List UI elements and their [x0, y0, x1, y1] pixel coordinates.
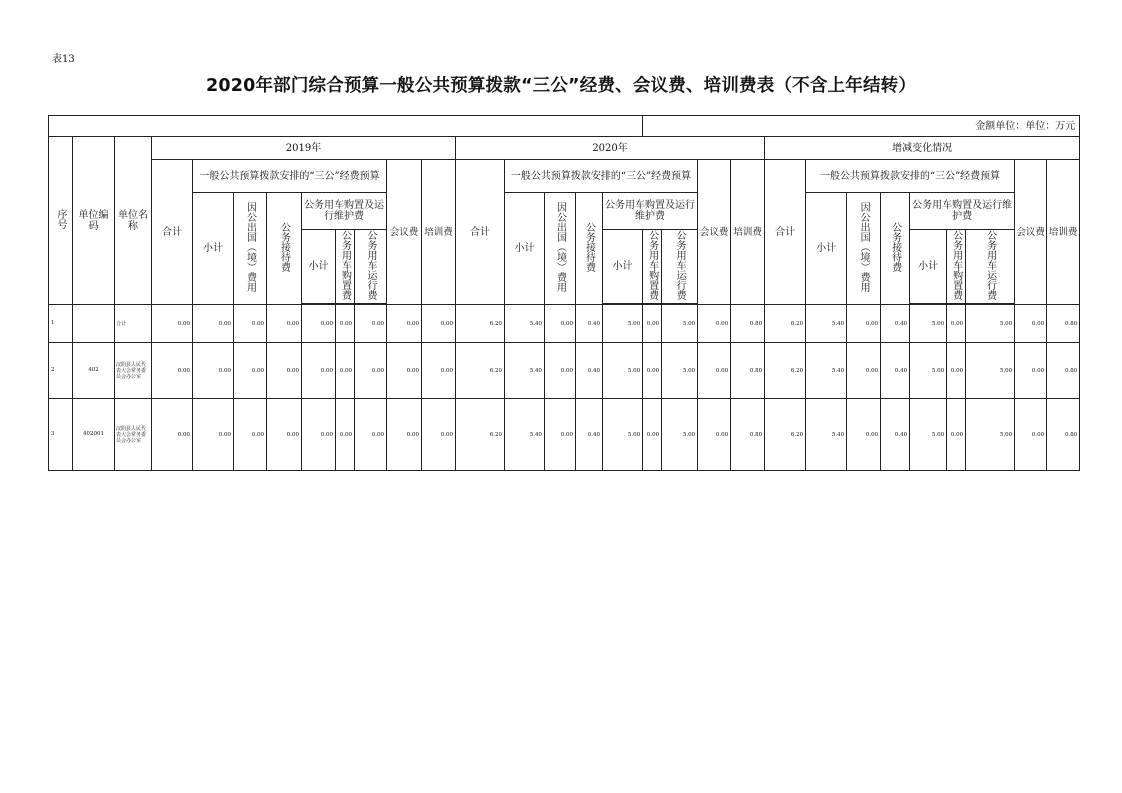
row-value: 0.00 [234, 399, 267, 471]
header-reception: 公务接待费 [267, 193, 302, 305]
row-value: 0.40 [576, 305, 603, 343]
row-value: 0.00 [947, 399, 966, 471]
header-total: 合计 [152, 160, 193, 305]
row-value: 6.20 [765, 399, 806, 471]
row-value: 5.40 [505, 399, 545, 471]
table-number: 表13 [52, 54, 75, 65]
row-value: 5.40 [806, 399, 847, 471]
row-value: 0.40 [881, 343, 910, 399]
row-value: 5.40 [806, 343, 847, 399]
unit-row [49, 116, 1080, 137]
header-subtotal: 小计 [505, 193, 545, 305]
row-value: 0.00 [698, 343, 731, 399]
row-value: 5.00 [966, 399, 1015, 471]
row-value: 0.00 [698, 399, 731, 471]
header-abroad: 因公出国（境）费用 [545, 193, 576, 305]
row-value: 0.40 [881, 399, 910, 471]
row-value: 0.00 [422, 343, 456, 399]
row-value: 0.00 [947, 305, 966, 343]
table-row [49, 343, 1080, 399]
row-value: 0.00 [947, 343, 966, 399]
header-abroad: 因公出国（境）费用 [847, 193, 881, 305]
row-value: 0.00 [302, 305, 336, 343]
row-value: 0.80 [1047, 305, 1080, 343]
row-unit-name: 汉阴县人民代表大会常务委员会办公室 [115, 343, 152, 399]
budget-table [48, 115, 1080, 471]
row-value: 5.40 [806, 305, 847, 343]
header-total: 合计 [765, 160, 806, 305]
row-value: 0.40 [881, 305, 910, 343]
row-value: 0.00 [302, 343, 336, 399]
row-value: 0.00 [302, 399, 336, 471]
row-value: 5.00 [910, 343, 947, 399]
row-value: 0.00 [387, 305, 422, 343]
row-value: 0.00 [1015, 305, 1047, 343]
header-year-2019: 2019年 [152, 137, 456, 160]
header-row-sub [49, 193, 1080, 230]
row-value: 0.00 [422, 399, 456, 471]
row-value: 0.00 [355, 399, 387, 471]
row-value: 0.00 [847, 343, 881, 399]
header-vehicle-operation: 公务用车运行费 [966, 230, 1015, 304]
row-value: 0.00 [355, 343, 387, 399]
header-row-groups [49, 160, 1080, 193]
header-reception: 公务接待费 [576, 193, 603, 305]
header-three-public: 一般公共预算拨款安排的“三公”经费预算 [806, 160, 1015, 193]
row-value: 0.00 [643, 305, 662, 343]
header-unit-name: 单位名称 [115, 137, 152, 305]
row-unit-code: 402 [73, 343, 115, 399]
row-value: 5.00 [966, 343, 1015, 399]
row-value: 5.00 [966, 305, 1015, 343]
row-value: 0.00 [643, 399, 662, 471]
row-value: 0.80 [731, 343, 765, 399]
header-training: 培训费 [731, 160, 765, 305]
row-value: 0.00 [193, 343, 234, 399]
row-value: 6.20 [765, 305, 806, 343]
header-vehicle-group: 公务用车购置及运行维护费 [910, 193, 1015, 230]
row-value: 0.00 [847, 305, 881, 343]
row-unit-code [73, 305, 115, 343]
header-vehicle-subtotal: 小计 [603, 230, 643, 304]
row-value: 5.00 [603, 343, 643, 399]
row-value: 0.00 [847, 399, 881, 471]
row-value: 0.00 [422, 305, 456, 343]
row-value: 0.00 [267, 305, 302, 343]
header-unit-code: 单位编码 [73, 137, 115, 305]
row-value: 0.00 [545, 305, 576, 343]
row-value: 5.00 [603, 305, 643, 343]
row-value: 0.00 [1015, 343, 1047, 399]
header-vehicle-operation: 公务用车运行费 [355, 230, 387, 304]
row-value: 0.80 [731, 399, 765, 471]
row-value: 0.00 [267, 343, 302, 399]
row-value: 0.00 [193, 305, 234, 343]
header-meeting: 会议费 [698, 160, 731, 305]
row-value: 0.00 [234, 343, 267, 399]
page-title: 2020年部门综合预算一般公共预算拨款“三公”经费、会议费、培训费表（不含上年结转） [205, 76, 917, 96]
row-value: 6.20 [765, 343, 806, 399]
header-meeting: 会议费 [1015, 160, 1047, 305]
row-value: 5.00 [910, 305, 947, 343]
header-vehicle-purchase: 公务用车购置费 [947, 230, 966, 304]
row-seq: 2 [49, 343, 73, 399]
row-value: 0.00 [698, 305, 731, 343]
row-value: 6.20 [456, 343, 505, 399]
row-value: 0.80 [1047, 399, 1080, 471]
row-value: 5.40 [505, 305, 545, 343]
row-unit-name: 合计 [115, 305, 152, 343]
header-abroad: 因公出国（境）费用 [234, 193, 267, 305]
header-total: 合计 [456, 160, 505, 305]
row-value: 6.20 [456, 305, 505, 343]
header-row-years [49, 137, 1080, 160]
row-value: 5.40 [505, 343, 545, 399]
row-value: 0.00 [545, 399, 576, 471]
row-value: 5.00 [603, 399, 643, 471]
header-change: 增减变化情况 [765, 137, 1080, 160]
row-value: 0.00 [336, 399, 355, 471]
row-value: 0.00 [387, 343, 422, 399]
header-vehicle-purchase: 公务用车购置费 [336, 230, 355, 304]
row-value: 0.40 [576, 399, 603, 471]
header-training: 培训费 [422, 160, 456, 305]
header-vehicle-purchase: 公务用车购置费 [643, 230, 662, 304]
header-vehicle-subtotal: 小计 [910, 230, 947, 304]
row-value: 5.00 [662, 343, 698, 399]
header-year-2020: 2020年 [456, 137, 765, 160]
row-value: 5.00 [910, 399, 947, 471]
table-body [49, 305, 1080, 471]
header-seq: 序号 [49, 137, 73, 305]
header-reception: 公务接待费 [881, 193, 910, 305]
header-subtotal: 小计 [193, 193, 234, 305]
header-subtotal: 小计 [806, 193, 847, 305]
row-value: 0.00 [152, 343, 193, 399]
header-vehicle-group: 公务用车购置及运行维护费 [302, 193, 387, 230]
blank-cell [49, 116, 643, 137]
row-seq: 3 [49, 399, 73, 471]
row-value: 0.00 [193, 399, 234, 471]
header-vehicle-operation: 公务用车运行费 [662, 230, 698, 304]
row-value: 0.80 [731, 305, 765, 343]
row-value: 0.40 [576, 343, 603, 399]
table-row [49, 305, 1080, 343]
row-value: 0.00 [152, 399, 193, 471]
header-meeting: 会议费 [387, 160, 422, 305]
row-value: 0.00 [152, 305, 193, 343]
row-value: 5.00 [662, 305, 698, 343]
header-training: 培训费 [1047, 160, 1080, 305]
header-vehicle-group: 公务用车购置及运行维护费 [603, 193, 698, 230]
row-value: 0.00 [545, 343, 576, 399]
row-value: 0.00 [336, 343, 355, 399]
table-row [49, 399, 1080, 471]
row-value: 0.00 [336, 305, 355, 343]
row-value: 0.00 [234, 305, 267, 343]
row-value: 0.00 [1015, 399, 1047, 471]
row-seq: 1 [49, 305, 73, 343]
row-value: 5.00 [662, 399, 698, 471]
row-value: 0.00 [643, 343, 662, 399]
header-three-public: 一般公共预算拨款安排的“三公”经费预算 [193, 160, 387, 193]
row-value: 0.80 [1047, 343, 1080, 399]
unit-note: 金额单位：单位：万元 [643, 116, 1080, 137]
row-unit-code: 402001 [73, 399, 115, 471]
header-vehicle-subtotal: 小计 [302, 230, 336, 304]
header-three-public: 一般公共预算拨款安排的“三公”经费预算 [505, 160, 698, 193]
row-value: 0.00 [355, 305, 387, 343]
row-value: 0.00 [267, 399, 302, 471]
row-value: 6.20 [456, 399, 505, 471]
row-value: 0.00 [387, 399, 422, 471]
row-unit-name: 汉阴县人民代表大会常务委员会办公室 [115, 399, 152, 471]
